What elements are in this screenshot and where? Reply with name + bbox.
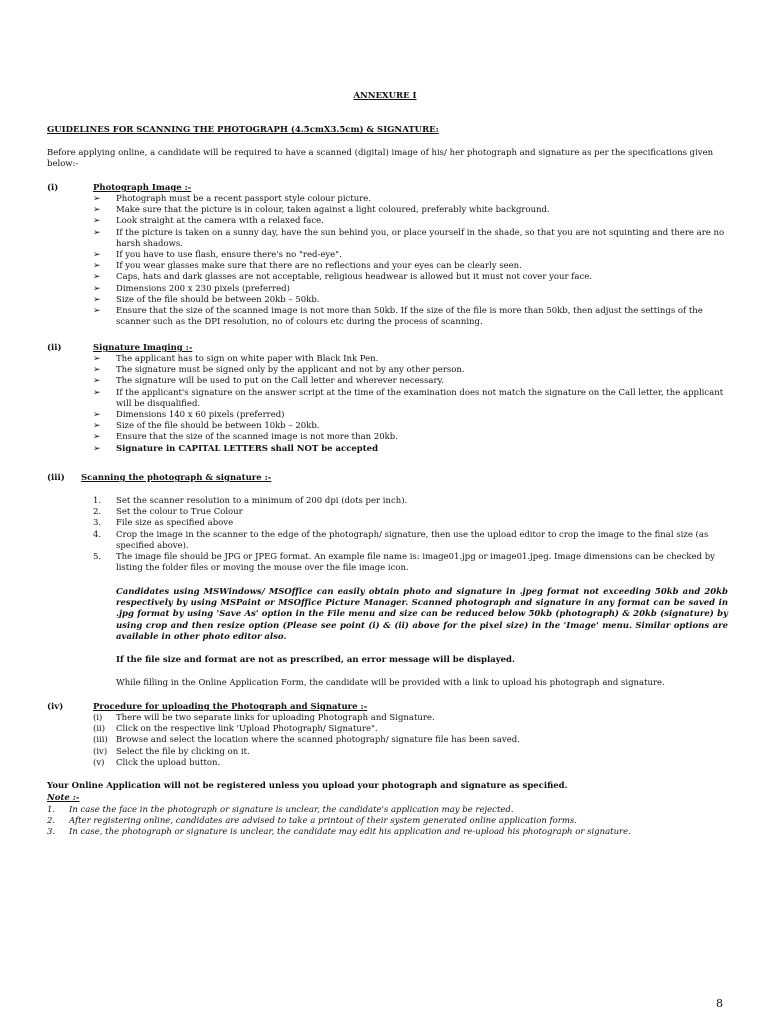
- list-item-text: In case, the photograph or signature is unclear, the candidate may edit his application and re-upload his photograph or signature.: [69, 827, 631, 838]
- upload-steps-list: [93, 713, 693, 769]
- list-item: [93, 295, 728, 306]
- list-item: [93, 758, 693, 769]
- list-item-text: The signature will be used to put on the Call letter and wherever necessary.: [116, 376, 444, 387]
- page-number: 8: [716, 997, 723, 1010]
- list-item: [93, 284, 728, 295]
- scanning-steps-list: [93, 496, 728, 574]
- list-item: [93, 735, 693, 746]
- list-item-number: 1.: [93, 496, 102, 506]
- list-item: [93, 432, 728, 443]
- list-item-number: 5.: [93, 552, 102, 563]
- arrow-bullet-icon: ➢: [93, 205, 101, 216]
- list-item: [93, 530, 728, 552]
- arrow-bullet-icon: ➢: [93, 387, 101, 398]
- list-item: [93, 507, 728, 518]
- list-item-text: In case the face in the photograph or signature is unclear, the candidate's application may be rejected.: [69, 805, 514, 815]
- error-note: If the file size and format are not as prescribed, an error message will be displayed.: [116, 655, 515, 665]
- list-item-text: Click the upload button.: [116, 757, 221, 768]
- notes-list: [47, 805, 727, 839]
- list-item: [47, 805, 727, 816]
- section-number-photo: (i): [47, 183, 59, 193]
- list-item-text: Size of the file should be between 10kb – 20kb.: [116, 421, 320, 432]
- list-item-text: After registering online, candidates are advised to take a printout of their system generated online application forms.: [69, 816, 577, 827]
- filling-note: While filling in the Online Application Form, the candidate will be provided with a link to upload his photograph and signature.: [116, 678, 665, 688]
- list-item-number: 3.: [47, 827, 56, 838]
- guidelines-title: GUIDELINES FOR SCANNING THE PHOTOGRAPH (4.5cmX3.5cm) & SIGNATURE:: [47, 125, 439, 135]
- list-item-text: Signature in CAPITAL LETTERS shall NOT be accepted: [116, 443, 379, 454]
- list-item: [93, 250, 728, 261]
- arrow-bullet-icon: ➢: [93, 250, 101, 261]
- list-item-text: If the applicant's signature on the answer script at the time of the examination does not match the signature on the Call letter, the applicant will be disqualified.: [116, 387, 724, 409]
- list-item-number: (iv): [93, 746, 108, 757]
- list-item: [93, 205, 728, 216]
- list-item: [93, 376, 728, 387]
- list-item-number: (v): [93, 757, 105, 768]
- list-item: [93, 496, 728, 507]
- arrow-bullet-icon: ➢: [93, 283, 101, 294]
- list-item-text: There will be two separate links for uploading Photograph and Signature.: [116, 713, 435, 723]
- list-item-text: Ensure that the size of the scanned image is not more than 20kb.: [116, 432, 398, 443]
- section-number-scanning: (iii): [47, 473, 65, 483]
- list-item: [93, 444, 728, 455]
- section-heading-upload: Procedure for uploading the Photograph and Signature :-: [93, 702, 368, 712]
- list-item-text: Set the colour to True Colour: [116, 507, 243, 518]
- list-item-text: The applicant has to sign on white paper with Black Ink Pen.: [116, 354, 379, 364]
- list-item-text: Make sure that the picture is in colour, taken against a light coloured, preferably white background.: [116, 205, 550, 216]
- list-item: [93, 354, 728, 365]
- list-item-text: Look straight at the camera with a relaxed face.: [116, 216, 324, 227]
- list-item-text: If the picture is taken on a sunny day, have the sun behind you, or place yourself in the shade, so that you are not squinting and there are no harsh shadows.: [116, 227, 725, 249]
- final-statement: Your Online Application will not be registered unless you upload your photograph and signature as specified.: [47, 781, 568, 791]
- list-item-text: Set the scanner resolution to a minimum of 200 dpi (dots per inch).: [116, 496, 408, 506]
- list-item: [93, 713, 693, 724]
- arrow-bullet-icon: ➢: [93, 216, 101, 227]
- list-item-text: If you have to use flash, ensure there's no "red-eye".: [116, 250, 342, 261]
- note-heading: Note :-: [47, 793, 80, 803]
- arrow-bullet-icon: ➢: [93, 272, 101, 283]
- list-item: [93, 421, 728, 432]
- signature-requirements-list: [93, 354, 728, 455]
- arrow-bullet-icon: ➢: [93, 365, 101, 376]
- list-item: [93, 261, 728, 272]
- list-item: [93, 194, 728, 205]
- list-item-text: Select the file by clicking on it.: [116, 746, 250, 757]
- list-item: [93, 365, 728, 376]
- list-item: [93, 272, 728, 283]
- photo-requirements-list: [93, 194, 728, 328]
- list-item-number: 2.: [47, 816, 56, 827]
- list-item-number: 1.: [47, 805, 56, 815]
- arrow-bullet-icon: ➢: [93, 294, 101, 305]
- list-item-number: 2.: [93, 507, 102, 518]
- arrow-bullet-icon: ➢: [93, 410, 101, 421]
- list-item-text: Dimensions 200 x 230 pixels (preferred): [116, 283, 290, 294]
- arrow-bullet-icon: ➢: [93, 227, 101, 238]
- section-number-signature: (ii): [47, 343, 62, 353]
- list-item: [93, 410, 728, 421]
- list-item: [93, 388, 728, 410]
- list-item: [93, 552, 728, 574]
- section-heading-scanning: Scanning the photograph & signature :-: [81, 473, 272, 483]
- section-heading-photo: Photograph Image :-: [93, 183, 192, 193]
- list-item-text: Photograph must be a recent passport style colour picture.: [116, 194, 372, 204]
- list-item: [93, 216, 728, 227]
- intro-paragraph: Before applying online, a candidate will be required to have a scanned (digital) image of his/ her photograph and signature as per the specifications given below:-: [47, 148, 714, 170]
- list-item-number: 4.: [93, 529, 102, 540]
- list-item-text: Browse and select the location where the scanned photograph/ signature file has been saved.: [116, 735, 520, 746]
- section-heading-signature: Signature Imaging :-: [93, 343, 193, 353]
- arrow-bullet-icon: ➢: [93, 306, 101, 317]
- list-item-text: Crop the image in the scanner to the edge of the photograph/ signature, then use the upload editor to crop the image to the final size (as specified above).: [116, 529, 709, 551]
- list-item-text: Dimensions 140 x 60 pixels (preferred): [116, 410, 285, 421]
- list-item-number: (i): [93, 713, 103, 723]
- arrow-bullet-icon: ➢: [93, 443, 101, 454]
- list-item-text: If you wear glasses make sure that there are no reflections and your eyes can be clearly seen.: [116, 261, 522, 272]
- list-item: [93, 306, 728, 328]
- section-number-upload: (iv): [47, 702, 64, 712]
- list-item: [93, 747, 693, 758]
- annexure-title: ANNEXURE I: [353, 91, 417, 101]
- list-item-text: The image file should be JPG or JPEG format. An example file name is: image01.jpg or image01.jpeg. Image dimensions can be checked by listing the folder files or moving the mouse over the file image icon.: [116, 552, 715, 574]
- list-item: [93, 518, 728, 529]
- candidates-note: Candidates using MSWindows/ MSOffice can easily obtain photo and signature in .jpeg format not exceeding 50kb and 20kb respectively by using MSPaint or MSOffice Picture Manager. Scanned photograph and signature in any format can be saved in .jpg format by using 'Save As' option in the File menu and size can be reduced below 50kb (photograph) & 20kb (signature) by using crop and then resize option (Please see point (i) & (ii) above for the pixel size) in the 'Image' menu. Similar options are available in other photo editor also.: [116, 587, 728, 642]
- arrow-bullet-icon: ➢: [93, 354, 101, 364]
- list-item-text: Caps, hats and dark glasses are not acceptable, religious headwear is allowed but it must not cover your face.: [116, 272, 592, 283]
- list-item: [93, 724, 693, 735]
- list-item: [47, 827, 727, 838]
- list-item-text: Ensure that the size of the scanned image is not more than 50kb. If the size of the file is more than 50kb, then adjust the settings of the scanner such as the DPI resolution, no of colours etc during the process of scanning.: [116, 306, 703, 328]
- list-item: [93, 228, 728, 250]
- arrow-bullet-icon: ➢: [93, 432, 101, 443]
- arrow-bullet-icon: ➢: [93, 261, 101, 272]
- arrow-bullet-icon: ➢: [93, 194, 101, 204]
- list-item-text: The signature must be signed only by the applicant and not by any other person.: [116, 365, 465, 376]
- list-item-text: File size as specified above: [116, 518, 234, 529]
- list-item-number: (iii): [93, 735, 108, 746]
- arrow-bullet-icon: ➢: [93, 421, 101, 432]
- list-item: [47, 816, 727, 827]
- arrow-bullet-icon: ➢: [93, 376, 101, 387]
- list-item-text: Click on the respective link 'Upload Photograph/ Signature".: [116, 724, 378, 735]
- list-item-number: 3.: [93, 518, 102, 529]
- list-item-text: Size of the file should be between 20kb – 50kb.: [116, 294, 320, 305]
- list-item-number: (ii): [93, 724, 106, 735]
